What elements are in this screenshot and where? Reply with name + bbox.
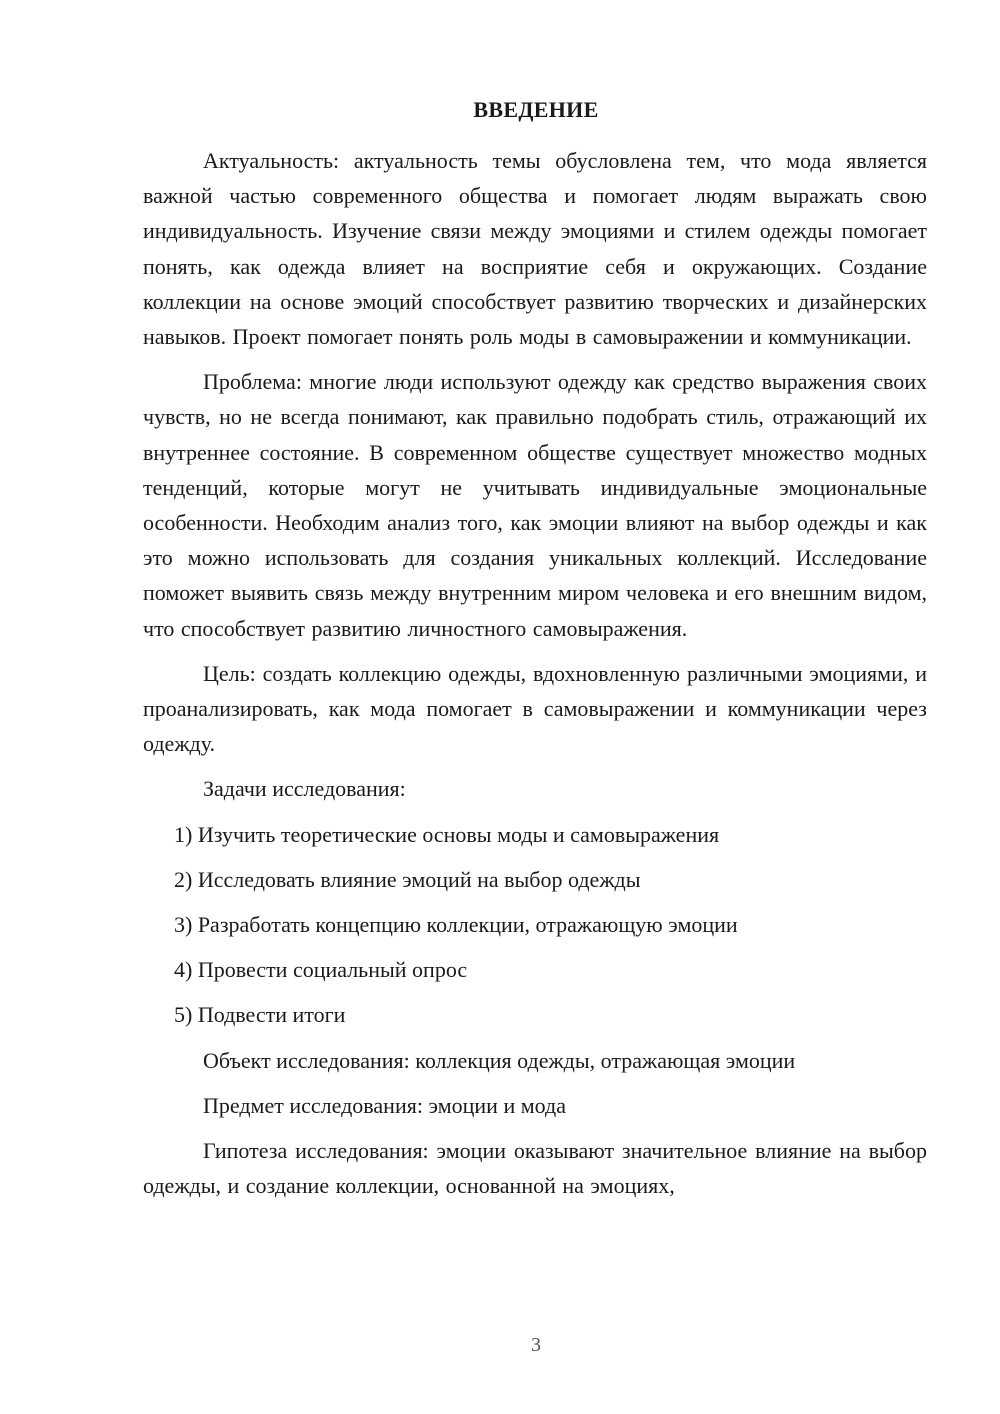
list-item: 2) Исследовать влияние эмоций на выбор одежды [174, 866, 641, 892]
hypothesis-paragraph: Гипотеза исследования: эмоции оказывают значительное влияние на выбор одежды, и создание коллекции, основанной на эмоциях, [143, 1138, 927, 1199]
tasks-title: Задачи исследования: [203, 776, 406, 802]
subject-paragraph: Предмет исследования: эмоции и мода [203, 1092, 566, 1118]
goal-paragraph: Цель: создать коллекцию одежды, вдохновленную различными эмоциями, и проанализировать, как мода помогает в самовыражении и коммуникации через одежду. [143, 660, 927, 757]
list-item: 1) Изучить теоретические основы моды и самовыражения [174, 821, 720, 847]
tasks-list [143, 817, 927, 1033]
relevance-paragraph: Актуальность: актуальность темы обусловлена тем, что мода является важной частью современного общества и помогает людям выражать свою индивидуальность. Изучение связи между эмоциями и стилем одежды помогает понять, как одежда влияет на восприятие себя и окружающих. Создание коллекции на основе эмоций способствует развитию творческих и дизайнерских навыков. Проект помогает понять роль моды в самовыражении и коммуникации. [143, 148, 927, 350]
list-item: 5) Подвести итоги [174, 1002, 346, 1028]
list-item: 4) Провести социальный опрос [174, 957, 468, 983]
document-body [143, 143, 927, 1213]
page-number: 3 [531, 1334, 541, 1356]
list-item: 3) Разработать концепцию коллекции, отражающую эмоции [174, 912, 738, 938]
page-title: ВВЕДЕНИЕ [473, 97, 599, 122]
problem-paragraph: Проблема: многие люди используют одежду как средство выражения своих чувств, но не всегда понимают, как правильно подобрать стиль, отражающий их внутреннее состояние. В современном обществе существует множество модных тенденций, которые могут не учитывать индивидуальные эмоциональные особенности. Необходим анализ того, как эмоции влияют на выбор одежды и как это можно использовать для создания уникальных коллекций. Исследование поможет выявить связь между внутренним миром человека и его внешним видом, что способствует развитию личностного самовыражения. [143, 369, 927, 641]
object-paragraph: Объект исследования: коллекция одежды, отражающая эмоции [203, 1047, 796, 1073]
